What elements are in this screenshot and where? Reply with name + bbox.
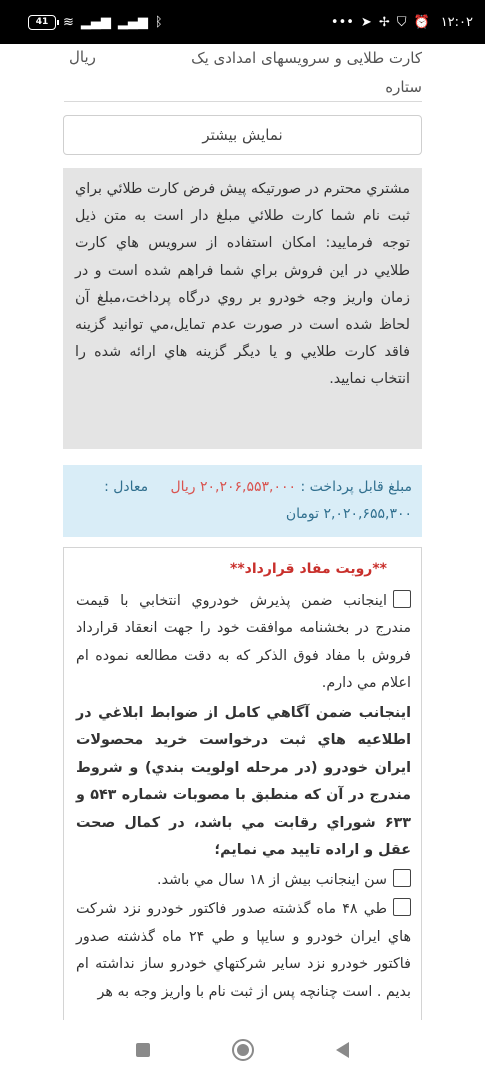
signal-icon: ▂▄▆ xyxy=(117,14,148,30)
alarm-icon: ⏰ xyxy=(413,14,430,30)
back-icon[interactable] xyxy=(336,1042,349,1058)
contract-title: **رویت مفاد قرارداد** xyxy=(230,561,387,577)
more-dots-icon: ••• xyxy=(330,14,354,30)
bluetooth-icon: ᛒ xyxy=(154,14,163,30)
wifi-icon: ≋ xyxy=(63,14,74,30)
recent-apps-icon[interactable] xyxy=(136,1043,150,1057)
clause-invoice-history xyxy=(76,896,411,1006)
notice-text: مشتري محترم در صورتيکه پيش فرض کارت طلائي براي ثبت نام شما کارت طلائي مبلغ دار است به متن ذيل توجه فرماييد: امکان استفاده از سرويس هاي کارت طلايي در اين فروش براي شما فراهم شده است و در زمان واريز وجه خودرو بر روي درگاه پرداخت،مبلغ آن لحاظ شده است در صورت عدم تمايل،مي توانيد گزينه فاقد کارت طلايي و يا ديگر گزينه هاي ارائه شده را انتخاب نماييد. xyxy=(75,181,410,388)
invoice-history-checkbox[interactable] xyxy=(393,898,411,916)
clause-age xyxy=(76,867,411,895)
payment-label: مبلغ قابل پرداخت : xyxy=(300,479,412,495)
service-unit: ریال xyxy=(69,48,96,66)
accept-price-checkbox[interactable] xyxy=(393,590,411,608)
signal-icon: ▂▄▆ xyxy=(80,14,111,30)
telegram-icon: ➤ xyxy=(360,14,372,30)
contract-terms xyxy=(63,547,422,1020)
shield-icon: ⛉ xyxy=(396,14,407,30)
clause-text: طي ۴۸ ماه گذشته صدور فاکتور خودرو نزد شرکت هاي ايران خودرو و سايپا و طي ۲۴ ماه گذشته صدور فاکتور خودرو نزد ساير شرکتهاي خودرو ساز نداشته ام بدیم . است چنانچه پس از ثبت نام با واریز وجه به هر xyxy=(76,901,411,1000)
battery-level: 41 xyxy=(35,17,49,27)
clause-regulations xyxy=(76,700,411,865)
home-icon[interactable] xyxy=(232,1039,254,1061)
golden-card-notice xyxy=(63,168,422,449)
page-content xyxy=(0,44,485,1020)
payment-amount: ۲۰,۲۰۶,۵۵۳,۰۰۰ ریال xyxy=(170,479,297,495)
status-bar xyxy=(0,0,485,44)
clause-text: اينجانب ضمن پذيرش خودروي انتخابي با قيمت مندرج در بخشنامه موافقت خود را جهت انعقاد قرارداد فروش با مفاد فوق الذکر که به دقت مطالعه نموده ام اعلام مي دارم. xyxy=(76,592,411,691)
service-row xyxy=(64,44,422,102)
service-name: کارت طلایی و سرویسهای امدادی یک ستاره xyxy=(191,49,422,96)
battery-icon xyxy=(28,15,56,30)
clause-text: اينجانب ضمن آگاهي کامل از ضوابط ابلاغي در اطلاعيه هاي ثبت درخواست خريد محصولات ايران خودرو (در مرحله اولويت بندي) و شروط مندرج در آن که منطبق با مصوبات شماره ۵۴۳ و ۶۳۳ شوراي رقابت مي باشد، در کمال صحت عقل و اراده تاييد مي نمايم؛ xyxy=(76,704,412,858)
show-more-button[interactable]: نمایش بیشتر xyxy=(63,115,422,155)
status-left xyxy=(28,15,163,30)
payment-toman: : ۲,۰۲۰,۶۵۵,۳۰۰ تومان xyxy=(104,479,412,522)
navigation-bar xyxy=(0,1020,485,1080)
clause-text: سن اينجانب بيش از ۱۸ سال مي باشد. xyxy=(157,871,387,888)
age-checkbox[interactable] xyxy=(393,869,411,887)
payment-info xyxy=(63,465,422,537)
pinwheel-icon: ✢ xyxy=(378,14,390,30)
clock: ۱۲:۰۲ xyxy=(440,14,473,30)
payment-equivalent-label: معادل xyxy=(113,479,149,495)
clause-accept-price xyxy=(76,588,411,698)
status-right xyxy=(331,15,473,30)
